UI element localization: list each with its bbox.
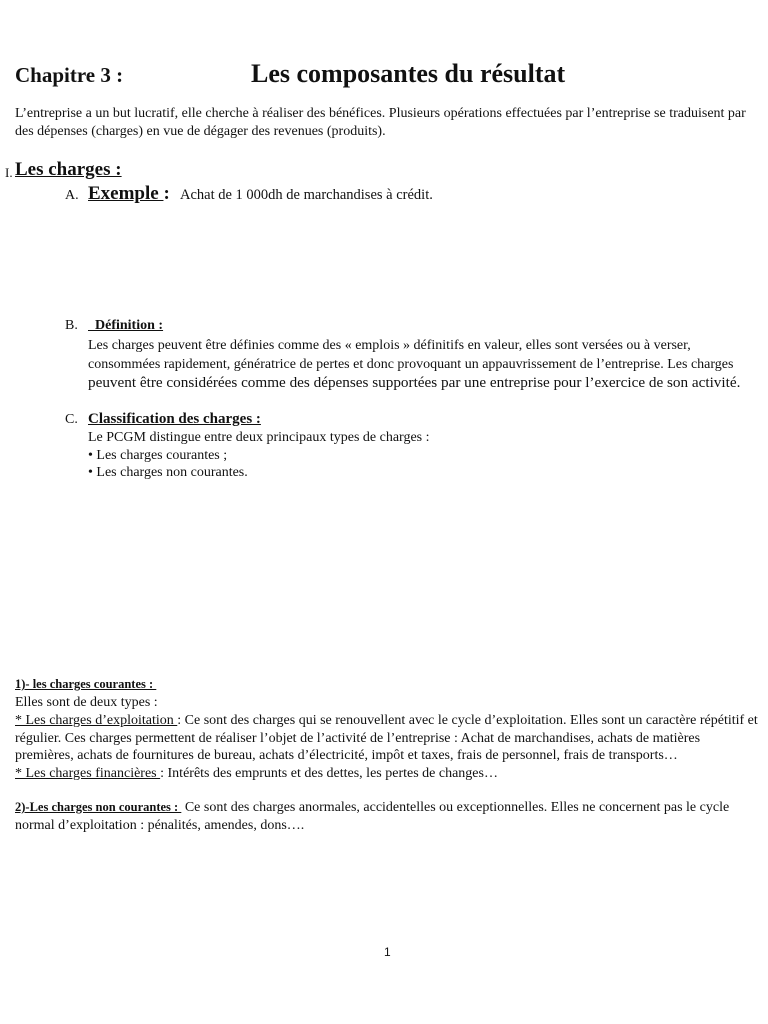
intro-paragraph: L’entreprise a un but lucratif, elle cherche à réaliser des bénéfices. Plusieurs opérations effectuées par l’entreprise se traduisent par des dépenses (charges) en vue de dégager des revenues (produits). — [15, 106, 746, 139]
exemple-label: Exemple — [88, 183, 164, 204]
classification-title: Classification des charges : — [88, 411, 261, 427]
charges-financieres-label: * Les charges financières — [15, 766, 161, 782]
chapter-label: Chapitre 3 : — [15, 63, 124, 87]
classification-list — [88, 429, 588, 482]
definition-title: Définition : — [88, 318, 164, 333]
item-letter-b: B. — [65, 318, 78, 333]
item-letter-a: A. — [65, 188, 79, 203]
charges-exploitation-text: : Ce sont des charges qui se renouvellent avec le cycle d’exploitation. Elles sont un caractère répétitif et régulier. Ces charges permettent de réaliser l’objet de l’activité de l’entreprise : Achat de marchandises, achats de matières premières, achats de fournitures de bureau, achats d’électricité, impôt et taxes, frais de personnel, frais de transports… — [15, 712, 758, 764]
page-number: 1 — [384, 945, 391, 959]
item-letter-c: C. — [65, 412, 78, 427]
section-title: Les charges : — [15, 159, 122, 180]
exemple-heading — [88, 183, 170, 205]
exemple-colon: : — [163, 183, 170, 204]
charges-non-courantes-text: Ce sont des charges anormales, accidentelles ou exceptionnelles. Elles ne concernent pas le cycle normal d’exploitation : pénalités, amendes, dons…. — [15, 800, 730, 833]
section-number: I. — [5, 165, 13, 180]
charges-exploitation-label: * Les charges d’exploitation — [15, 712, 178, 728]
list-item: • Les charges non courantes. — [88, 465, 248, 480]
charges-exploitation-paragraph — [15, 712, 760, 765]
definition-text — [88, 337, 758, 394]
charges-courantes-intro: Elles sont de deux types : — [15, 695, 158, 710]
definition-text-main: Les charges peuvent être définies comme des « emplois » définitifs en valeur, elles sont versées ou à verser, consommées rapidement, génératrice de pertes et donc provoquant un appauvrissement de l’entreprise. Les charges — [88, 338, 734, 372]
exemple-text: Achat de 1 000dh de marchandises à crédit. — [180, 187, 433, 203]
charges-financieres-text: : Intérêts des emprunts et des dettes, les pertes de changes… — [160, 766, 498, 782]
charges-non-courantes-paragraph — [15, 799, 760, 835]
charges-financieres-paragraph — [15, 765, 760, 783]
classification-intro: Le PCGM distingue entre deux principaux types de charges : — [88, 430, 430, 445]
charges-courantes-text — [15, 694, 760, 783]
charges-courantes-title: 1)- les charges courantes : — [15, 677, 157, 691]
definition-text-last: peuvent être considérées comme des dépenses supportées par une entreprise pour l’exercice de son activité. — [88, 374, 741, 391]
page-title: Les composantes du résultat — [251, 59, 566, 88]
list-item: • Les charges courantes ; — [88, 447, 228, 463]
charges-non-courantes-title: 2)-Les charges non courantes : — [15, 800, 182, 814]
